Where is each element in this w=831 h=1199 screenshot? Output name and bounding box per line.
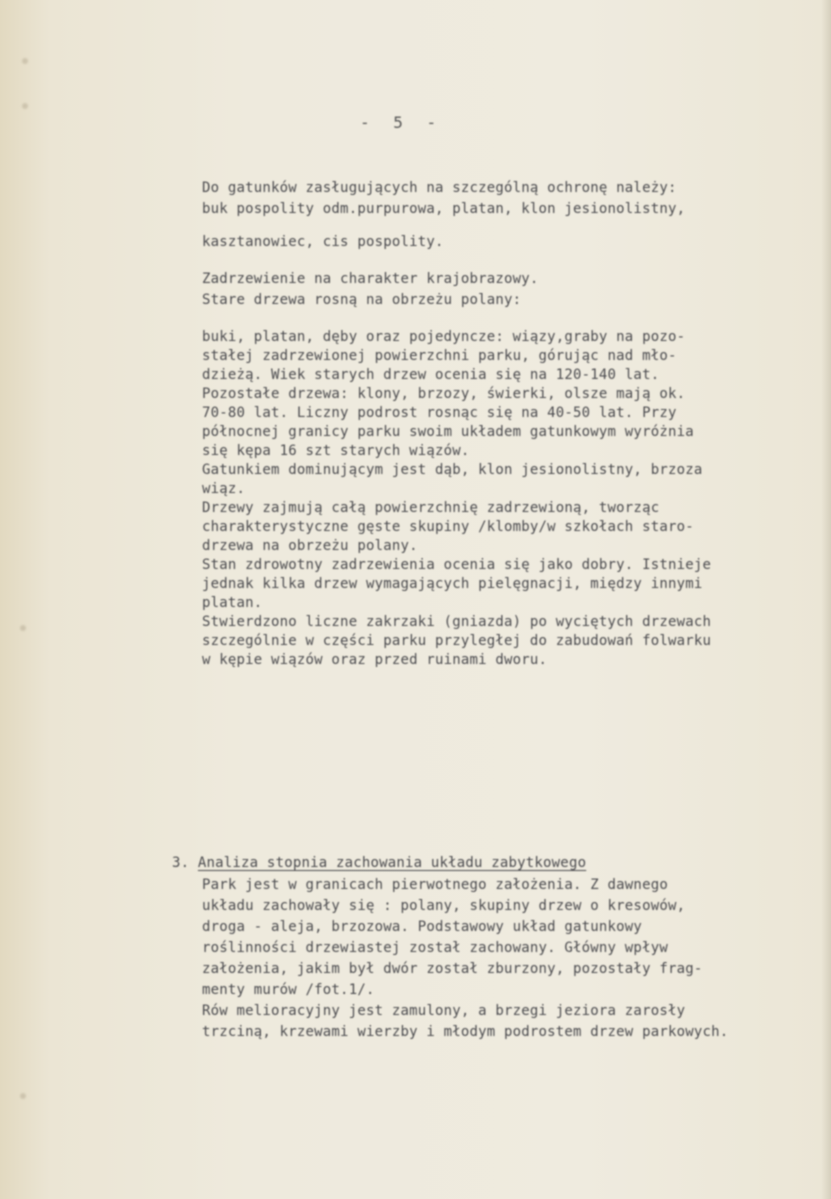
- section-character: [202, 269, 539, 311]
- text-line: Stan zdrowotny zadrzewienia ocenia się jako dobry. Istnieje: [202, 557, 712, 573]
- punch-hole: [20, 625, 26, 631]
- text-line: buk pospolity odm.purpurowa, platan, klon jesionolistny,: [202, 201, 686, 217]
- text-line: Stwierdzono liczne zakrzaki (gniazda) po wyciętych drzewach: [202, 614, 712, 630]
- text-line: kasztanowiec, cis pospolity.: [202, 234, 444, 250]
- text-line: droga - aleja, brzozowa. Podstawowy układ gatunkowy: [202, 919, 643, 935]
- text-line: Pozostałe drzewa: klony, brzozy, świerki, olsze mają ok.: [202, 386, 686, 402]
- text-line: charakterystyczne gęste skupiny /klomby/w szkołach staro-: [202, 519, 694, 535]
- text-line: Park jest w granicach pierwotnego założenia. Z dawnego: [202, 877, 668, 893]
- punch-hole: [22, 58, 28, 64]
- text-line: wiąz.: [202, 481, 246, 497]
- text-line: założenia, jakim był dwór został zburzony, pozostały frag-: [202, 961, 703, 977]
- text-line: stałej zadrzewionej powierzchni parku, górując nad mło-: [202, 348, 677, 364]
- text-line: się kępa 16 szt starych wiązów.: [202, 443, 470, 459]
- text-line: układu zachowały się : polany, skupiny drzew o kresowów,: [202, 898, 686, 914]
- text-line: Gatunkiem dominującym jest dąb, klon jesionolistny, brzoza: [202, 462, 703, 478]
- text-line: dzieżą. Wiek starych drzew ocenia się na 120-140 lat.: [202, 367, 660, 383]
- text-line: szczególnie w części parku przyległej do zabudowań folwarku: [202, 633, 712, 649]
- text-line: drzewa na obrzeżu polany.: [202, 538, 418, 554]
- page-number: - 5 -: [360, 113, 437, 132]
- text-line: Do gatunków zasługujących na szczególną ochronę należy:: [202, 180, 677, 196]
- text-line: buki, platan, dęby oraz pojedyncze: wiązy,graby na pozo-: [202, 329, 686, 345]
- text-line: trzciną, krzewami wierzby i młodym podrostem drzew parkowych.: [202, 1024, 729, 1040]
- text-line: Rów melioracyjny jest zamulony, a brzegi jeziora zarosły: [202, 1003, 686, 1019]
- text-line: platan.: [202, 595, 263, 611]
- heading-number: 3.: [172, 855, 190, 871]
- text-line: w kępie wiązów oraz przed ruinami dworu.: [202, 652, 548, 668]
- punch-hole: [22, 103, 28, 109]
- intro-paragraph: [202, 178, 685, 220]
- text-line: Stare drzewa rosną na obrzeżu polany:: [202, 292, 522, 308]
- text-line: menty murów /fot.1/.: [202, 982, 375, 998]
- text-line: roślinności drzewiastej został zachowany. Główny wpływ: [202, 940, 668, 956]
- intro-paragraph-end: [202, 232, 444, 253]
- section-trees: [202, 328, 711, 670]
- punch-hole: [20, 1093, 26, 1099]
- section-analysis: [202, 875, 728, 1043]
- section-heading: [172, 853, 586, 874]
- text-line: jednak kilka drzew wymagających pielęgnacji, między innymi: [202, 576, 703, 592]
- text-line: Zadrzewienie na charakter krajobrazowy.: [202, 271, 539, 287]
- heading-title: Analiza stopnia zachowania układu zabytkowego: [197, 855, 587, 871]
- text-line: 70-80 lat. Liczny podrost rosnąc się na 40-50 lat. Przy: [202, 405, 677, 421]
- text-line: północnej granicy parku swoim układem gatunkowym wyróżnia: [202, 424, 694, 440]
- text-line: Drzewy zajmują całą powierzchnię zadrzewioną, tworząc: [202, 500, 660, 516]
- page-edge-shadow: [821, 0, 831, 1199]
